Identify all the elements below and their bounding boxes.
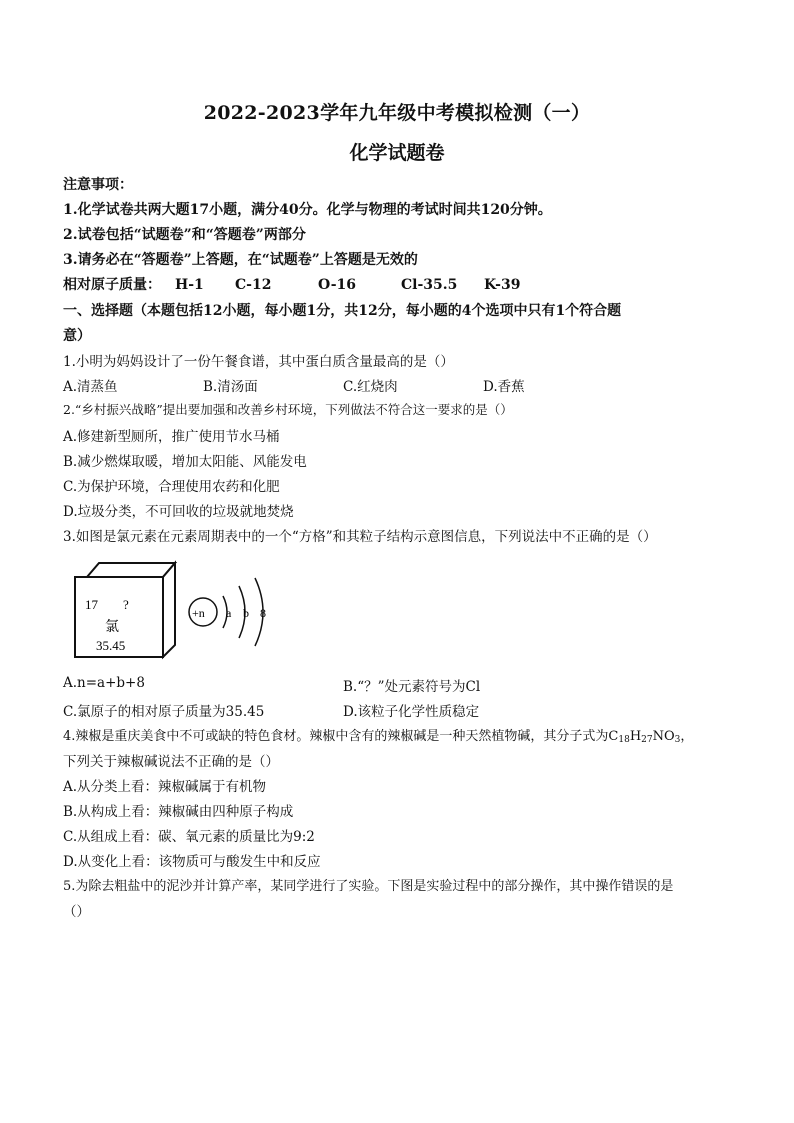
notice-item-2: 2.试卷包括“试题卷”和“答题卷”两部分 bbox=[63, 227, 306, 243]
exam-title: 2022-2023学年九年级中考模拟检测（一） bbox=[203, 102, 591, 124]
formula-no: NO bbox=[652, 729, 675, 744]
q1-option-c[interactable]: C.红烧肉 bbox=[343, 379, 398, 395]
q4-stem-end: ， bbox=[680, 729, 694, 744]
notice-item-3: 3.请务必在“答题卷”上答题，在“试题卷”上答题是无效的 bbox=[63, 252, 418, 268]
shell-electrons-1: a bbox=[226, 606, 232, 620]
cube-top bbox=[87, 563, 175, 577]
q3-stem: 3.如图是氯元素在元素周期表中的一个“方格”和其粒子结构示意图信息，下列说法中不正确的是（） bbox=[63, 529, 657, 545]
formula-h-count: 27 bbox=[641, 735, 653, 745]
q1-stem: 1.小明为妈妈设计了一份午餐食谱，其中蛋白质含量最高的是（） bbox=[63, 354, 454, 370]
q3-option-c[interactable]: C.氯原子的相对原子质量为35.45 bbox=[63, 704, 265, 720]
q4-formula bbox=[608, 729, 680, 744]
atomic-mass-h: H-1 bbox=[175, 277, 204, 293]
atom-structure-diagram bbox=[189, 578, 266, 646]
exam-subtitle: 化学试题卷 bbox=[349, 142, 445, 164]
element-name: 氯 bbox=[105, 619, 119, 635]
element-symbol-unknown: ? bbox=[123, 597, 129, 612]
q2-option-b[interactable]: B.减少燃煤取暖，增加太阳能、风能发电 bbox=[63, 454, 307, 470]
atomic-mass-label: 相对原子质量： bbox=[63, 277, 161, 293]
nucleus-label: +n bbox=[192, 606, 205, 620]
chlorine-figure bbox=[63, 553, 278, 663]
q3-option-a[interactable]: A.n=a+b+8 bbox=[63, 675, 145, 691]
atomic-mass-line bbox=[63, 274, 520, 294]
section1-heading: 一、选择题（本题包括12小题，每小题1分，共12分，每小题的4个选项中只有1个符合题 bbox=[63, 303, 622, 319]
q2-stem: 2.“乡村振兴战略”提出要加强和改善乡村环境，下列做法不符合这一要求的是（） bbox=[63, 402, 513, 417]
q5-stem-line2: （） bbox=[63, 904, 90, 920]
q2-option-c[interactable]: C.为保护环境，合理使用农药和化肥 bbox=[63, 479, 280, 495]
atomic-number: 17 bbox=[85, 597, 98, 612]
atomic-mass-cl: Cl-35.5 bbox=[401, 277, 458, 293]
atomic-mass-o: O-16 bbox=[318, 277, 357, 293]
q1-option-b[interactable]: B.清汤面 bbox=[203, 379, 258, 395]
q5-stem-line1: 5.为除去粗盐中的泥沙并计算产率，某同学进行了实验。下图是实验过程中的部分操作，其中操作错误的是 bbox=[63, 879, 674, 894]
formula-o-count: 3 bbox=[674, 735, 681, 745]
q4-option-b[interactable]: B.从构成上看：辣椒碱由四种原子构成 bbox=[63, 804, 294, 820]
q4-stem-text: 4.辣椒是重庆美食中不可或缺的特色食材。辣椒中含有的辣椒碱是一种天然植物碱，其分子式为 bbox=[63, 729, 609, 744]
q2-option-a[interactable]: A.修建新型厕所，推广使用节水马桶 bbox=[63, 429, 280, 445]
q4-stem-line2: 下列关于辣椒碱说法不正确的是（） bbox=[63, 754, 279, 770]
q4-option-d[interactable]: D.从变化上看：该物质可与酸发生中和反应 bbox=[63, 854, 321, 870]
notice-item-1: 1.化学试卷共两大题17小题，满分40分。化学与物理的考试时间共120分钟。 bbox=[63, 202, 552, 218]
atomic-mass-c: C-12 bbox=[235, 277, 272, 293]
formula-c: C bbox=[608, 729, 619, 744]
q1-option-d[interactable]: D.香蕉 bbox=[483, 379, 525, 395]
section1-heading-cont: 意） bbox=[63, 328, 91, 344]
q4-stem-line1 bbox=[63, 725, 693, 745]
formula-c-count: 18 bbox=[618, 735, 630, 745]
shell-electrons-2: b bbox=[243, 606, 249, 620]
atomic-mass-k: K-39 bbox=[484, 277, 521, 293]
q4-option-c[interactable]: C.从组成上看：碳、氧元素的质量比为9:2 bbox=[63, 829, 315, 845]
notice-heading: 注意事项： bbox=[63, 177, 133, 193]
shell-electrons-3: 8 bbox=[260, 606, 266, 620]
q3-option-d[interactable]: D.该粒子化学性质稳定 bbox=[343, 704, 480, 720]
q1-option-a[interactable]: A.清蒸鱼 bbox=[63, 379, 118, 395]
formula-h: H bbox=[629, 729, 642, 744]
atomic-mass: 35.45 bbox=[96, 638, 126, 653]
cube-side bbox=[163, 563, 175, 657]
q4-option-a[interactable]: A.从分类上看：辣椒碱属于有机物 bbox=[63, 779, 267, 795]
q2-option-d[interactable]: D.垃圾分类，不可回收的垃圾就地焚烧 bbox=[63, 504, 294, 520]
q3-option-b[interactable]: B.“？”处元素符号为Cl bbox=[343, 679, 481, 695]
